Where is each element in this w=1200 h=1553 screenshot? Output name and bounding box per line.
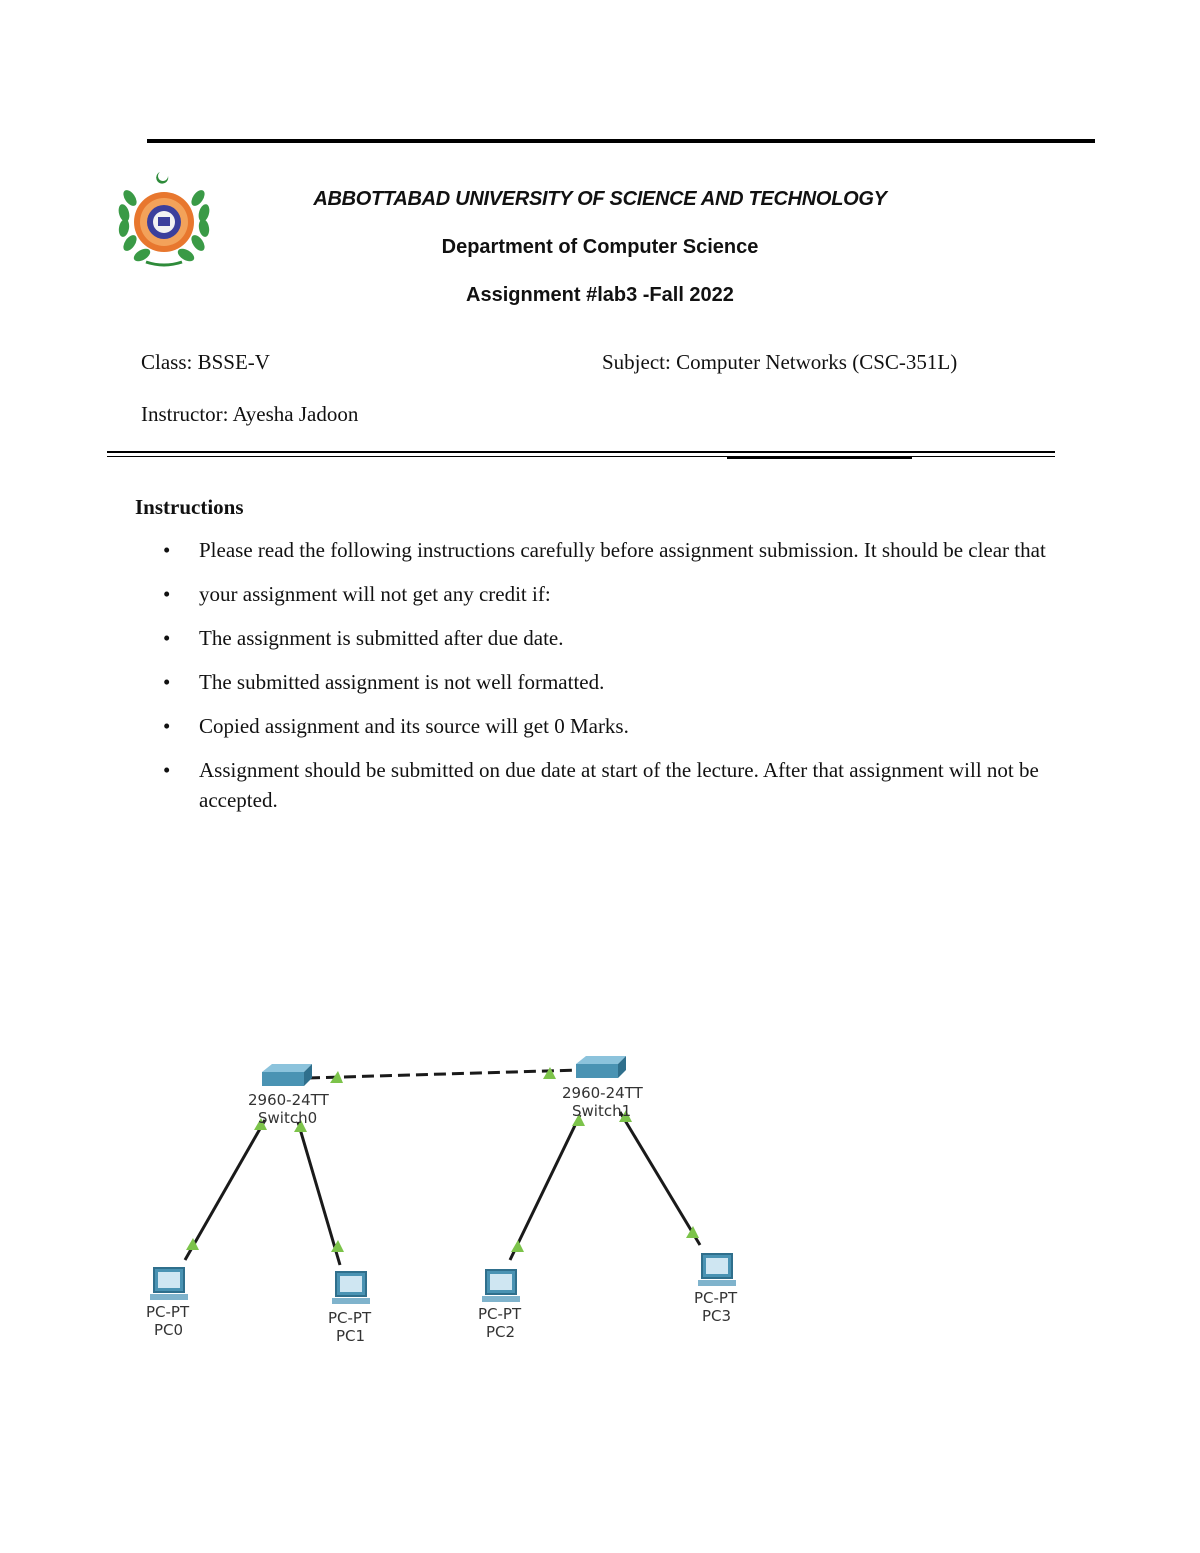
assignment-title: Assignment #lab3 -Fall 2022 bbox=[466, 284, 734, 306]
bullet-icon: • bbox=[163, 626, 171, 650]
list-item-text: Copied assignment and its source will get 0 Marks. bbox=[199, 714, 629, 738]
list-item bbox=[160, 579, 1065, 609]
pc-icon bbox=[698, 1254, 736, 1286]
list-item bbox=[160, 667, 1065, 697]
switch-icon bbox=[576, 1056, 626, 1078]
divider-line-thin bbox=[107, 456, 1055, 457]
link-status-icon bbox=[543, 1067, 556, 1079]
instructions-list bbox=[160, 535, 1065, 829]
divider-line bbox=[107, 451, 1055, 453]
link-pc0 bbox=[185, 1120, 265, 1260]
department-name: Department of Computer Science bbox=[441, 236, 759, 258]
link-pc1 bbox=[298, 1122, 340, 1265]
pc-model-label: PC-PT bbox=[328, 1309, 372, 1327]
link-status-icon bbox=[511, 1240, 524, 1252]
pc-icon bbox=[332, 1272, 370, 1304]
list-item-text: your assignment will not get any credit if: bbox=[199, 582, 551, 606]
list-item bbox=[160, 623, 1065, 653]
top-rule bbox=[147, 139, 1095, 143]
link-pc3 bbox=[620, 1112, 700, 1245]
instructor-label: Instructor: Ayesha Jadoon bbox=[141, 402, 359, 426]
list-item-text: Please read the following instructions carefully before assignment submission. It should be clear that bbox=[199, 538, 1046, 562]
switch-icon bbox=[262, 1064, 312, 1086]
list-item-text: Assignment should be submitted on due date at start of the lecture. After that assignment will not be accepted. bbox=[199, 758, 1039, 812]
university-name: ABBOTTABAD UNIVERSITY OF SCIENCE AND TECHNOLOGY bbox=[313, 188, 887, 210]
bullet-icon: • bbox=[163, 538, 171, 562]
bullet-icon: • bbox=[163, 758, 171, 782]
network-topology-diagram bbox=[140, 1050, 780, 1360]
pc-model-label: PC-PT bbox=[146, 1303, 190, 1321]
list-item-text: The assignment is submitted after due date. bbox=[199, 626, 564, 650]
pc-name-label: PC1 bbox=[336, 1327, 366, 1345]
switch-model-label: 2960-24TT bbox=[248, 1091, 329, 1109]
link-pc2 bbox=[510, 1115, 580, 1260]
list-item bbox=[160, 755, 1065, 815]
bullet-icon: • bbox=[163, 670, 171, 694]
switch-model-label: 2960-24TT bbox=[562, 1084, 643, 1102]
divider-accent bbox=[727, 456, 912, 459]
pc-model-label: PC-PT bbox=[694, 1289, 738, 1307]
list-item bbox=[160, 535, 1065, 565]
bullet-icon: • bbox=[163, 714, 171, 738]
bullet-icon: • bbox=[163, 582, 171, 606]
instructions-heading: Instructions bbox=[135, 495, 244, 519]
pc-icon bbox=[150, 1268, 188, 1300]
pc-name-label: PC0 bbox=[154, 1321, 184, 1339]
pc-model-label: PC-PT bbox=[478, 1305, 522, 1323]
switch-name-label: Switch1 bbox=[572, 1102, 632, 1120]
pc-name-label: PC2 bbox=[486, 1323, 516, 1341]
pc-icon bbox=[482, 1270, 520, 1302]
class-label: Class: BSSE-V bbox=[141, 350, 270, 374]
pc-name-label: PC3 bbox=[702, 1307, 732, 1325]
subject-label: Subject: Computer Networks (CSC-351L) bbox=[602, 350, 958, 374]
switch-name-label: Switch0 bbox=[258, 1109, 318, 1127]
list-item-text: The submitted assignment is not well formatted. bbox=[199, 670, 605, 694]
crossover-link bbox=[308, 1070, 580, 1078]
list-item bbox=[160, 711, 1065, 741]
